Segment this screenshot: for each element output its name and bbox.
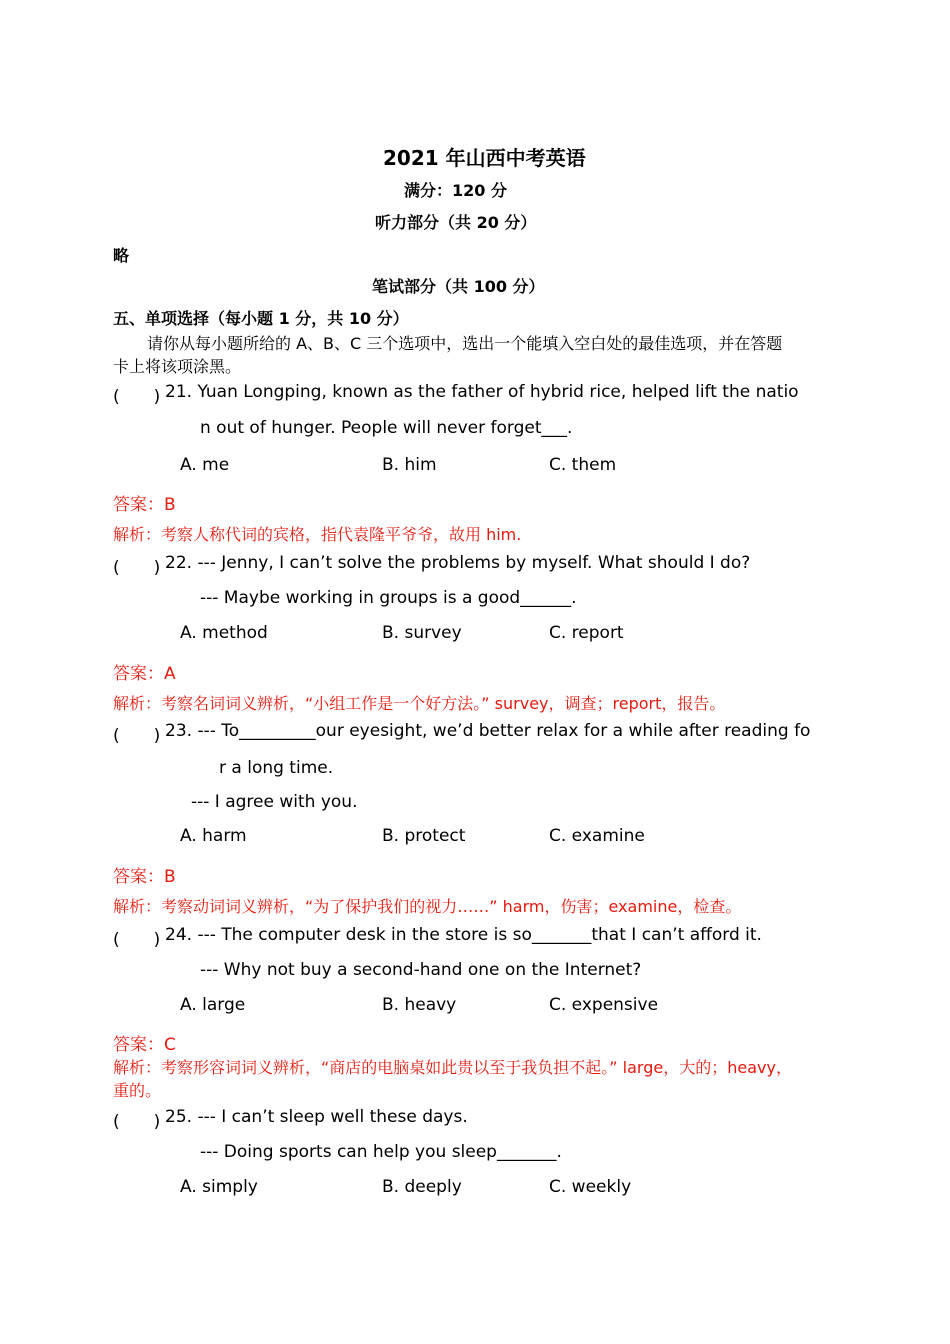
section-heading: 五、单项选择（每小题 1 分，共 10 分）	[113, 309, 409, 328]
answer-paren: ( )	[113, 726, 161, 746]
analysis-line-2: 重的。	[113, 1081, 162, 1100]
answer-key: 答案：B	[113, 867, 176, 887]
option-b: B. him	[382, 455, 437, 475]
option-b: B. protect	[382, 826, 466, 846]
option-c: C. them	[549, 455, 617, 475]
question-line-1: 22. --- Jenny, I can’t solve the problems by myself. What should I do?	[165, 553, 751, 573]
answer-paren: ( )	[113, 558, 161, 578]
question-line-2: --- Why not buy a second-hand one on the Internet?	[200, 960, 642, 980]
answer-key: 答案：B	[113, 495, 176, 515]
analysis: 解析：考察人称代词的宾格，指代袁隆平爷爷，故用 him.	[113, 525, 522, 544]
option-a: A. simply	[180, 1177, 258, 1197]
question-line-2: --- Maybe working in groups is a good______.	[200, 588, 577, 608]
question-line-2: n out of hunger. People will never forget___.	[200, 418, 573, 438]
option-c: C. weekly	[549, 1177, 632, 1197]
option-b: B. deeply	[382, 1177, 462, 1197]
option-c: C. expensive	[549, 995, 659, 1015]
option-c: C. report	[549, 623, 624, 643]
analysis: 解析：考察动词词义辨析，“为了保护我们的视力……” harm，伤害；examine，检查。	[113, 897, 742, 916]
answer-paren: ( )	[113, 387, 161, 407]
question-line-2: r a long time.	[219, 758, 334, 778]
question-line-1: 23. --- To_________our eyesight, we’d better relax for a while after reading fo	[165, 721, 811, 741]
option-a: A. harm	[180, 826, 247, 846]
option-b: B. heavy	[382, 995, 457, 1015]
answer-key: 答案：A	[113, 664, 176, 684]
question-line-3: --- I agree with you.	[191, 792, 358, 812]
answer-paren: ( )	[113, 930, 161, 950]
analysis: 解析：考察名词词义辨析，“小组工作是一个好方法。” survey，调查；report，报告。	[113, 694, 726, 713]
listening-heading: 听力部分（共 20 分）	[375, 213, 537, 232]
answer-paren: ( )	[113, 1112, 161, 1132]
full-score: 满分：120 分	[404, 181, 507, 200]
option-a: A. large	[180, 995, 246, 1015]
exam-title: 2021 年山西中考英语	[383, 146, 586, 170]
omitted-note: 略	[113, 246, 130, 265]
written-heading: 笔试部分（共 100 分）	[372, 277, 545, 296]
option-a: A. me	[180, 455, 230, 475]
question-line-1: 24. --- The computer desk in the store is so_______that I can’t afford it.	[165, 925, 762, 945]
answer-key: 答案：C	[113, 1035, 176, 1055]
question-line-1: 21. Yuan Longping, known as the father of hybrid rice, helped lift the natio	[165, 382, 799, 402]
analysis-line-1: 解析：考察形容词词义辨析，“商店的电脑桌如此贵以至于我负担不起。” large，大的；heavy，	[113, 1058, 792, 1077]
option-c: C. examine	[549, 826, 645, 846]
option-b: B. survey	[382, 623, 462, 643]
instruction-line-2: 卡上将该项涂黑。	[113, 357, 242, 376]
question-line-1: 25. --- I can’t sleep well these days.	[165, 1107, 468, 1127]
question-line-2: --- Doing sports can help you sleep_______.	[200, 1142, 562, 1162]
instruction-line-1: 请你从每小题所给的 A、B、C 三个选项中，选出一个能填入空白处的最佳选项，并在答题	[147, 334, 783, 353]
option-a: A. method	[180, 623, 268, 643]
